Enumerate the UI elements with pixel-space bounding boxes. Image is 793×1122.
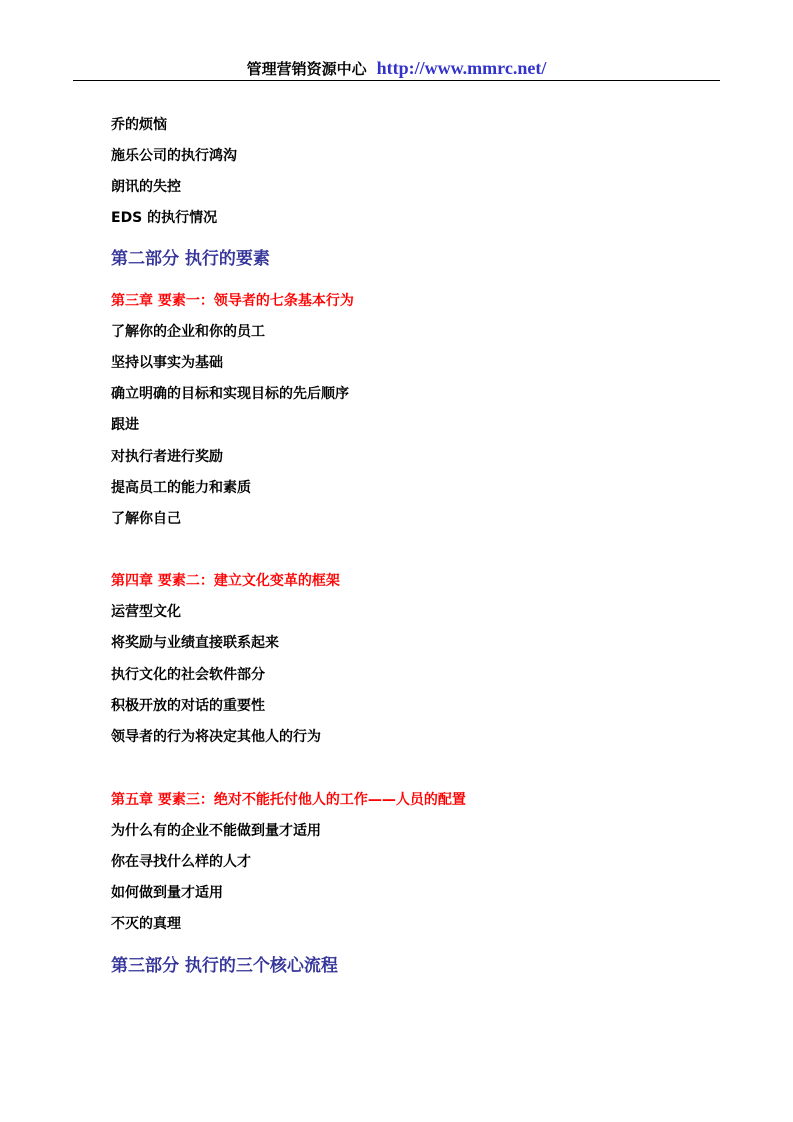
chapter-heading: 第五章 要素三：绝对不能托付他人的工作——人员的配置 (111, 792, 466, 808)
toc-item: 朗讯的失控 (111, 179, 181, 195)
toc-item: 跟进 (111, 417, 139, 433)
toc-item: 确立明确的目标和实现目标的先后顺序 (111, 386, 349, 402)
toc-item: 运营型文化 (111, 604, 181, 620)
chapter-heading: 第三章 要素一：领导者的七条基本行为 (111, 293, 354, 309)
toc-item: 你在寻找什么样的人才 (111, 854, 251, 870)
toc-item: 施乐公司的执行鸿沟 (111, 148, 237, 164)
part-heading: 第二部分 执行的要素 (111, 249, 270, 269)
toc-item: 对执行者进行奖励 (111, 449, 223, 465)
part-heading: 第三部分 执行的三个核心流程 (111, 956, 338, 976)
toc-item: 了解你自己 (111, 511, 181, 527)
toc-item: 坚持以事实为基础 (111, 355, 223, 371)
chapter-heading: 第四章 要素二：建立文化变革的框架 (111, 573, 340, 589)
toc-item: 乔的烦恼 (111, 117, 167, 133)
toc-item: 了解你的企业和你的员工 (111, 324, 265, 340)
header-brand: 管理营销资源中心 (246, 60, 367, 78)
toc-item: 积极开放的对话的重要性 (111, 698, 265, 714)
toc-item: 不灭的真理 (111, 916, 181, 932)
toc-item: 如何做到量才适用 (111, 885, 223, 901)
toc-item: 提高员工的能力和素质 (111, 480, 251, 496)
toc-item: 为什么有的企业不能做到量才适用 (111, 823, 321, 839)
header-url-link[interactable]: http://www.mmrc.net/ (376, 58, 547, 78)
toc-item: 将奖励与业绩直接联系起来 (111, 635, 279, 651)
toc-item: 执行文化的社会软件部分 (111, 667, 265, 683)
toc-item: EDS 的执行情况 (111, 210, 218, 226)
toc-item: 领导者的行为将决定其他人的行为 (111, 729, 321, 745)
page-header (0, 57, 793, 80)
header-divider (73, 80, 720, 81)
